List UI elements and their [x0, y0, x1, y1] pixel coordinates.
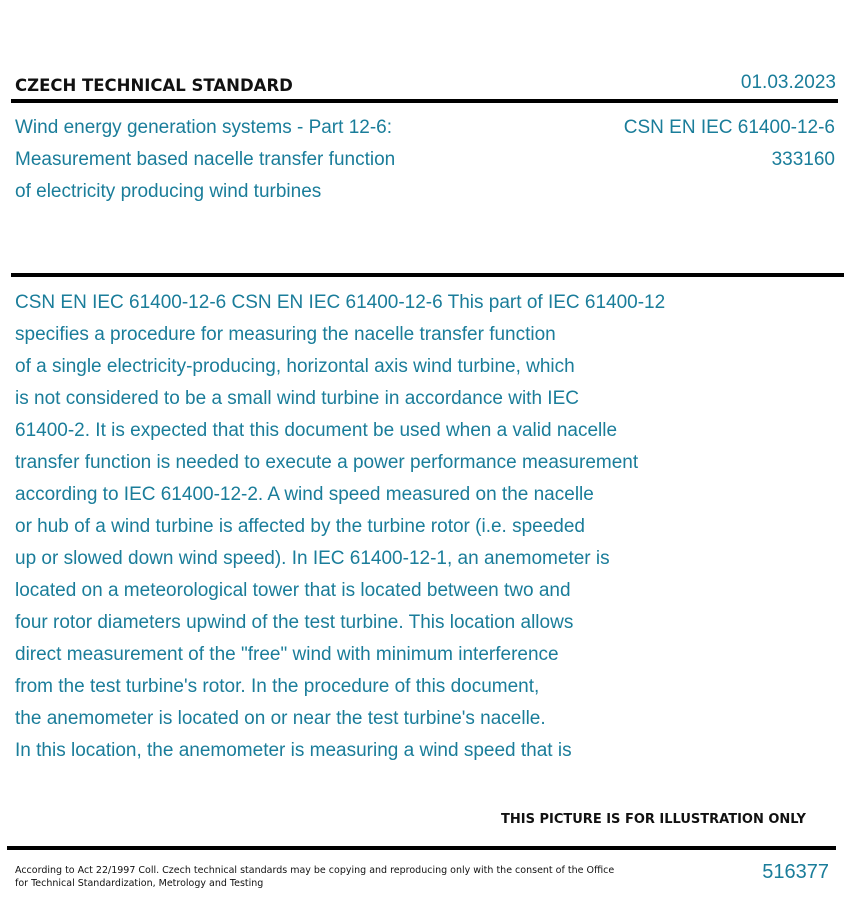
header-divider — [11, 99, 838, 103]
abstract-line: CSN EN IEC 61400-12-6 CSN EN IEC 61400-12-6 This part of IEC 61400-12 — [15, 292, 666, 313]
document-number: 516377 — [762, 861, 829, 883]
abstract-line: up or slowed down wind speed). In IEC 61400-12-1, an anemometer is — [15, 548, 610, 569]
illustration-notice: THIS PICTURE IS FOR ILLUSTRATION ONLY — [501, 812, 806, 827]
abstract-line: from the test turbine's rotor. In the procedure of this document, — [15, 676, 540, 697]
standard-type-label: CZECH TECHNICAL STANDARD — [15, 76, 293, 95]
abstract-line: 61400-2. It is expected that this document be used when a valid nacelle — [15, 420, 618, 441]
abstract-line: according to IEC 61400-12-2. A wind speed measured on the nacelle — [15, 484, 594, 505]
publication-date: 01.03.2023 — [740, 72, 836, 93]
abstract-line: is not considered to be a small wind turbine in accordance with IEC — [15, 388, 579, 409]
document-title-line-2: Measurement based nacelle transfer function — [15, 149, 396, 170]
abstract-line: the anemometer is located on or near the test turbine's nacelle. — [15, 708, 546, 729]
catalog-number: 333160 — [771, 149, 835, 170]
footer-divider — [7, 846, 836, 850]
title-divider — [11, 273, 844, 277]
legal-notice-line-1: According to Act 22/1997 Coll. Czech technical standards may be copying and reproducing only with the consent of the Office — [15, 865, 615, 876]
abstract-line: direct measurement of the "free" wind with minimum interference — [15, 644, 559, 665]
abstract-line: specifies a procedure for measuring the nacelle transfer function — [15, 324, 556, 345]
abstract-line: In this location, the anemometer is measuring a wind speed that is — [15, 740, 572, 761]
abstract-line: transfer function is needed to execute a power performance measurement — [15, 452, 639, 473]
standard-code: CSN EN IEC 61400-12-6 — [623, 117, 835, 138]
abstract-line: of a single electricity-producing, horizontal axis wind turbine, which — [15, 356, 575, 377]
document-title-line-1: Wind energy generation systems - Part 12-6: — [15, 117, 393, 138]
abstract-line: four rotor diameters upwind of the test turbine. This location allows — [15, 612, 574, 633]
document-title-line-3: of electricity producing wind turbines — [15, 181, 322, 202]
legal-notice-line-2: for Technical Standardization, Metrology and Testing — [15, 878, 264, 889]
abstract-line: or hub of a wind turbine is affected by the turbine rotor (i.e. speeded — [15, 516, 585, 537]
abstract-line: located on a meteorological tower that is located between two and — [15, 580, 571, 601]
